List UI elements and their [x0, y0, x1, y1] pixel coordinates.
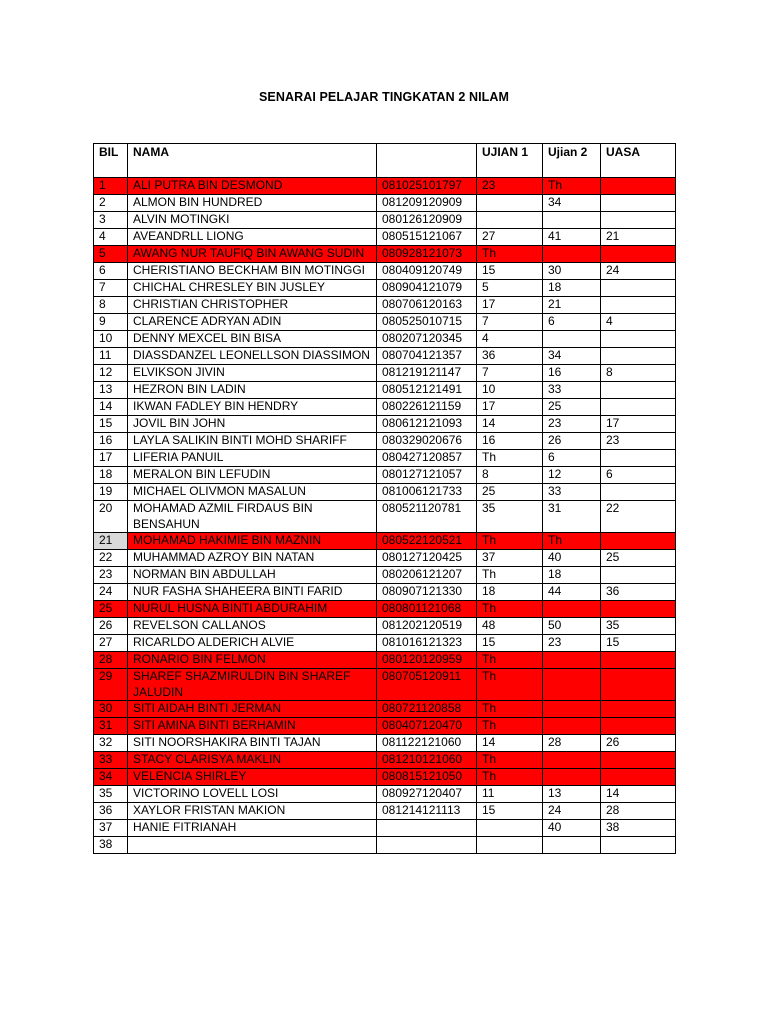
cell-uasa: 28 — [601, 803, 676, 820]
cell-bil: 24 — [94, 584, 128, 601]
cell-ujian1: 23 — [477, 178, 543, 195]
cell-uasa — [601, 718, 676, 735]
table-row — [94, 280, 676, 297]
table-row — [94, 212, 676, 229]
table-row — [94, 786, 676, 803]
cell-ujian1: 27 — [477, 229, 543, 246]
cell-bil: 37 — [94, 820, 128, 837]
cell-ujian1: 10 — [477, 382, 543, 399]
cell-id: 081219121147 — [377, 365, 477, 382]
cell-ujian2 — [543, 212, 601, 229]
cell-bil: 27 — [94, 635, 128, 652]
table-row — [94, 416, 676, 433]
cell-nama: STACY CLARISYA MAKLIN — [128, 752, 377, 769]
cell-ujian1: Th — [477, 652, 543, 669]
cell-uasa — [601, 450, 676, 467]
cell-id: 081214121113 — [377, 803, 477, 820]
cell-ujian1: 8 — [477, 467, 543, 484]
cell-bil: 16 — [94, 433, 128, 450]
cell-nama: SITI AMINA BINTI BERHAMIN — [128, 718, 377, 735]
table-row — [94, 803, 676, 820]
cell-nama: NURUL HUSNA BINTI ABDURAHIM — [128, 601, 377, 618]
cell-uasa: 15 — [601, 635, 676, 652]
cell-id: 080801121068 — [377, 601, 477, 618]
cell-nama: ALMON BIN HUNDRED — [128, 195, 377, 212]
cell-id: 080706120163 — [377, 297, 477, 314]
cell-ujian1: Th — [477, 752, 543, 769]
cell-ujian2: 6 — [543, 314, 601, 331]
cell-ujian1: 25 — [477, 484, 543, 501]
cell-id — [377, 837, 477, 854]
header-id — [377, 144, 477, 178]
cell-ujian2: Th — [543, 533, 601, 550]
cell-bil: 18 — [94, 467, 128, 484]
cell-id: 081122121060 — [377, 735, 477, 752]
cell-ujian2: 18 — [543, 567, 601, 584]
cell-nama: RONARIO BIN FELMON — [128, 652, 377, 669]
cell-id: 080907121330 — [377, 584, 477, 601]
cell-nama: HEZRON BIN LADIN — [128, 382, 377, 399]
table-row — [94, 484, 676, 501]
cell-uasa — [601, 669, 676, 701]
cell-uasa: 23 — [601, 433, 676, 450]
cell-nama: SITI NOORSHAKIRA BINTI TAJAN — [128, 735, 377, 752]
cell-bil: 20 — [94, 501, 128, 533]
cell-id: 080409120749 — [377, 263, 477, 280]
table-row — [94, 433, 676, 450]
cell-id: 080721120858 — [377, 701, 477, 718]
cell-nama: MOHAMAD AZMIL FIRDAUS BIN BENSAHUN — [128, 501, 377, 533]
cell-uasa — [601, 212, 676, 229]
cell-ujian1: Th — [477, 701, 543, 718]
cell-nama: ELVIKSON JIVIN — [128, 365, 377, 382]
cell-ujian2: 40 — [543, 820, 601, 837]
cell-id: 080515121067 — [377, 229, 477, 246]
cell-ujian2 — [543, 837, 601, 854]
cell-ujian1: Th — [477, 601, 543, 618]
cell-uasa — [601, 382, 676, 399]
cell-ujian1: 14 — [477, 416, 543, 433]
cell-ujian1 — [477, 837, 543, 854]
cell-ujian2: 50 — [543, 618, 601, 635]
cell-bil: 9 — [94, 314, 128, 331]
cell-bil: 6 — [94, 263, 128, 280]
cell-uasa — [601, 195, 676, 212]
cell-bil: 15 — [94, 416, 128, 433]
cell-ujian2 — [543, 718, 601, 735]
table-header-row — [94, 144, 676, 178]
cell-uasa — [601, 178, 676, 195]
cell-uasa — [601, 652, 676, 669]
cell-ujian1: 7 — [477, 365, 543, 382]
cell-uasa: 4 — [601, 314, 676, 331]
cell-nama — [128, 837, 377, 854]
cell-nama: SITI AIDAH BINTI JERMAN — [128, 701, 377, 718]
cell-bil: 28 — [94, 652, 128, 669]
cell-ujian2: Th — [543, 178, 601, 195]
cell-id: 080127120425 — [377, 550, 477, 567]
cell-id: 080120120959 — [377, 652, 477, 669]
cell-nama: DIASSDANZEL LEONELLSON DIASSIMON — [128, 348, 377, 365]
table-row — [94, 314, 676, 331]
cell-id: 080705120911 — [377, 669, 477, 701]
cell-ujian2 — [543, 669, 601, 701]
cell-ujian2: 34 — [543, 195, 601, 212]
cell-nama: SHAREF SHAZMIRULDIN BIN SHAREF JALUDIN — [128, 669, 377, 701]
header-nama: NAMA — [128, 144, 377, 178]
cell-ujian2 — [543, 331, 601, 348]
cell-id: 081210121060 — [377, 752, 477, 769]
table-row — [94, 331, 676, 348]
cell-uasa — [601, 280, 676, 297]
header-ujian2: Ujian 2 — [543, 144, 601, 178]
cell-ujian2: 28 — [543, 735, 601, 752]
table-row — [94, 178, 676, 195]
cell-nama: HANIE FITRIANAH — [128, 820, 377, 837]
cell-nama: VICTORINO LOVELL LOSI — [128, 786, 377, 803]
cell-ujian1: Th — [477, 567, 543, 584]
cell-bil: 12 — [94, 365, 128, 382]
cell-uasa: 38 — [601, 820, 676, 837]
cell-bil: 4 — [94, 229, 128, 246]
cell-nama: RICARLDO ALDERICH ALVIE — [128, 635, 377, 652]
cell-ujian1: 15 — [477, 803, 543, 820]
table-row — [94, 601, 676, 618]
table-row — [94, 701, 676, 718]
cell-nama: XAYLOR FRISTAN MAKION — [128, 803, 377, 820]
cell-ujian1: 17 — [477, 297, 543, 314]
cell-uasa — [601, 601, 676, 618]
cell-ujian1: 11 — [477, 786, 543, 803]
cell-id: 080525010715 — [377, 314, 477, 331]
header-ujian1: UJIAN 1 — [477, 144, 543, 178]
header-uasa: UASA — [601, 144, 676, 178]
cell-ujian2 — [543, 652, 601, 669]
cell-uasa — [601, 567, 676, 584]
cell-ujian2: 34 — [543, 348, 601, 365]
cell-bil: 23 — [94, 567, 128, 584]
table-row — [94, 297, 676, 314]
table-row — [94, 467, 676, 484]
cell-nama: AWANG NUR TAUFIQ BIN AWANG SUDIN — [128, 246, 377, 263]
cell-uasa — [601, 837, 676, 854]
cell-bil: 36 — [94, 803, 128, 820]
table-row — [94, 752, 676, 769]
cell-id: 080512121491 — [377, 382, 477, 399]
cell-ujian2 — [543, 752, 601, 769]
cell-bil: 33 — [94, 752, 128, 769]
cell-id: 080904121079 — [377, 280, 477, 297]
cell-bil: 8 — [94, 297, 128, 314]
cell-nama: CHICHAL CHRESLEY BIN JUSLEY — [128, 280, 377, 297]
cell-nama: IKWAN FADLEY BIN HENDRY — [128, 399, 377, 416]
cell-uasa: 22 — [601, 501, 676, 533]
cell-id: 080522120521 — [377, 533, 477, 550]
cell-id: 080127121057 — [377, 467, 477, 484]
table-row — [94, 263, 676, 280]
table-row — [94, 229, 676, 246]
table-row — [94, 837, 676, 854]
cell-ujian1: 15 — [477, 635, 543, 652]
cell-nama: JOVIL BIN JOHN — [128, 416, 377, 433]
cell-id: 080928121073 — [377, 246, 477, 263]
cell-nama: LAYLA SALIKIN BINTI MOHD SHARIFF — [128, 433, 377, 450]
cell-bil: 10 — [94, 331, 128, 348]
cell-ujian1: Th — [477, 533, 543, 550]
cell-bil: 38 — [94, 837, 128, 854]
cell-uasa: 17 — [601, 416, 676, 433]
cell-ujian1: 37 — [477, 550, 543, 567]
cell-ujian2: 33 — [543, 382, 601, 399]
cell-ujian2: 23 — [543, 416, 601, 433]
cell-bil: 13 — [94, 382, 128, 399]
table-row — [94, 348, 676, 365]
cell-uasa: 26 — [601, 735, 676, 752]
cell-ujian2: 25 — [543, 399, 601, 416]
cell-uasa: 35 — [601, 618, 676, 635]
cell-ujian2: 40 — [543, 550, 601, 567]
table-row — [94, 399, 676, 416]
table-row — [94, 652, 676, 669]
cell-ujian1: 35 — [477, 501, 543, 533]
cell-bil: 2 — [94, 195, 128, 212]
table-row — [94, 669, 676, 701]
cell-ujian1: 17 — [477, 399, 543, 416]
cell-ujian1: Th — [477, 669, 543, 701]
cell-uasa — [601, 399, 676, 416]
cell-id: 080521120781 — [377, 501, 477, 533]
cell-ujian2: 12 — [543, 467, 601, 484]
cell-bil: 11 — [94, 348, 128, 365]
cell-nama: NORMAN BIN ABDULLAH — [128, 567, 377, 584]
student-table — [93, 143, 676, 854]
cell-ujian2: 24 — [543, 803, 601, 820]
cell-bil: 5 — [94, 246, 128, 263]
cell-ujian1: 18 — [477, 584, 543, 601]
header-bil: BIL — [94, 144, 128, 178]
table-row — [94, 195, 676, 212]
cell-id: 080329020676 — [377, 433, 477, 450]
cell-id: 081016121323 — [377, 635, 477, 652]
cell-nama: ALVIN MOTINGKI — [128, 212, 377, 229]
cell-nama: LIFERIA PANUIL — [128, 450, 377, 467]
cell-ujian2: 30 — [543, 263, 601, 280]
cell-bil: 32 — [94, 735, 128, 752]
table-row — [94, 567, 676, 584]
cell-bil: 29 — [94, 669, 128, 701]
cell-nama: MICHAEL OLIVMON MASALUN — [128, 484, 377, 501]
cell-ujian2 — [543, 601, 601, 618]
cell-bil: 1 — [94, 178, 128, 195]
cell-id: 081025101797 — [377, 178, 477, 195]
table-row — [94, 618, 676, 635]
cell-bil: 17 — [94, 450, 128, 467]
cell-uasa: 25 — [601, 550, 676, 567]
cell-bil: 35 — [94, 786, 128, 803]
cell-id: 080226121159 — [377, 399, 477, 416]
cell-bil: 14 — [94, 399, 128, 416]
cell-id: 080427120857 — [377, 450, 477, 467]
cell-ujian1: Th — [477, 769, 543, 786]
cell-ujian2: 16 — [543, 365, 601, 382]
cell-nama: DENNY MEXCEL BIN BISA — [128, 331, 377, 348]
cell-ujian2: 18 — [543, 280, 601, 297]
cell-uasa — [601, 484, 676, 501]
table-row — [94, 820, 676, 837]
table-row — [94, 718, 676, 735]
cell-nama: NUR FASHA SHAHEERA BINTI FARID — [128, 584, 377, 601]
cell-id: 080815121050 — [377, 769, 477, 786]
table-row — [94, 533, 676, 550]
cell-id: 081202120519 — [377, 618, 477, 635]
cell-nama: CHERISTIANO BECKHAM BIN MOTINGGI — [128, 263, 377, 280]
cell-ujian2 — [543, 701, 601, 718]
cell-ujian2: 26 — [543, 433, 601, 450]
cell-ujian1: 7 — [477, 314, 543, 331]
cell-nama: ALI PUTRA BIN DESMOND — [128, 178, 377, 195]
cell-uasa — [601, 533, 676, 550]
cell-bil: 19 — [94, 484, 128, 501]
cell-uasa — [601, 297, 676, 314]
cell-uasa: 36 — [601, 584, 676, 601]
cell-uasa: 6 — [601, 467, 676, 484]
cell-uasa — [601, 769, 676, 786]
cell-ujian2: 13 — [543, 786, 601, 803]
cell-ujian1 — [477, 195, 543, 212]
cell-bil: 22 — [94, 550, 128, 567]
cell-nama: REVELSON CALLANOS — [128, 618, 377, 635]
cell-id: 080206121207 — [377, 567, 477, 584]
table-row — [94, 635, 676, 652]
table-row — [94, 735, 676, 752]
cell-ujian2: 6 — [543, 450, 601, 467]
table-row — [94, 382, 676, 399]
cell-ujian2: 44 — [543, 584, 601, 601]
cell-id: 080207120345 — [377, 331, 477, 348]
cell-uasa: 24 — [601, 263, 676, 280]
cell-ujian1: Th — [477, 450, 543, 467]
cell-bil: 3 — [94, 212, 128, 229]
cell-id: 080927120407 — [377, 786, 477, 803]
table-row — [94, 550, 676, 567]
cell-uasa — [601, 701, 676, 718]
cell-bil: 31 — [94, 718, 128, 735]
cell-uasa — [601, 246, 676, 263]
table-row — [94, 450, 676, 467]
cell-uasa — [601, 348, 676, 365]
cell-ujian2: 21 — [543, 297, 601, 314]
cell-ujian2: 23 — [543, 635, 601, 652]
page-title: SENARAI PELAJAR TINGKATAN 2 NILAM — [258, 90, 510, 104]
cell-uasa: 14 — [601, 786, 676, 803]
cell-id: 081006121733 — [377, 484, 477, 501]
cell-nama: VELENCIA SHIRLEY — [128, 769, 377, 786]
cell-id: 080407120470 — [377, 718, 477, 735]
cell-ujian1: 48 — [477, 618, 543, 635]
table-row — [94, 246, 676, 263]
cell-bil: 34 — [94, 769, 128, 786]
cell-ujian1: 16 — [477, 433, 543, 450]
cell-nama: MOHAMAD HAKIMIE BIN MAZNIN — [128, 533, 377, 550]
cell-ujian1: 36 — [477, 348, 543, 365]
cell-uasa: 21 — [601, 229, 676, 246]
cell-nama: MUHAMMAD AZROY BIN NATAN — [128, 550, 377, 567]
cell-ujian2 — [543, 769, 601, 786]
cell-nama: CLARENCE ADRYAN ADIN — [128, 314, 377, 331]
cell-uasa — [601, 331, 676, 348]
cell-bil: 26 — [94, 618, 128, 635]
cell-nama: AVEANDRLL LIONG — [128, 229, 377, 246]
cell-id: 081209120909 — [377, 195, 477, 212]
cell-ujian1: Th — [477, 718, 543, 735]
cell-id: 080612121093 — [377, 416, 477, 433]
cell-bil: 7 — [94, 280, 128, 297]
cell-ujian1: 14 — [477, 735, 543, 752]
cell-id: 080704121357 — [377, 348, 477, 365]
cell-ujian1: 5 — [477, 280, 543, 297]
cell-ujian1: 4 — [477, 331, 543, 348]
cell-bil: 30 — [94, 701, 128, 718]
cell-ujian2: 33 — [543, 484, 601, 501]
cell-ujian2: 31 — [543, 501, 601, 533]
cell-ujian1: 15 — [477, 263, 543, 280]
table-row — [94, 501, 676, 533]
cell-ujian1: Th — [477, 246, 543, 263]
cell-id: 080126120909 — [377, 212, 477, 229]
cell-ujian1 — [477, 820, 543, 837]
cell-ujian1 — [477, 212, 543, 229]
table-row — [94, 769, 676, 786]
cell-bil: 25 — [94, 601, 128, 618]
cell-uasa: 8 — [601, 365, 676, 382]
table-row — [94, 365, 676, 382]
cell-ujian2 — [543, 246, 601, 263]
cell-nama: MERALON BIN LEFUDIN — [128, 467, 377, 484]
cell-uasa — [601, 752, 676, 769]
cell-nama: CHRISTIAN CHRISTOPHER — [128, 297, 377, 314]
cell-ujian2: 41 — [543, 229, 601, 246]
cell-bil: 21 — [94, 533, 128, 550]
table-row — [94, 584, 676, 601]
cell-id — [377, 820, 477, 837]
